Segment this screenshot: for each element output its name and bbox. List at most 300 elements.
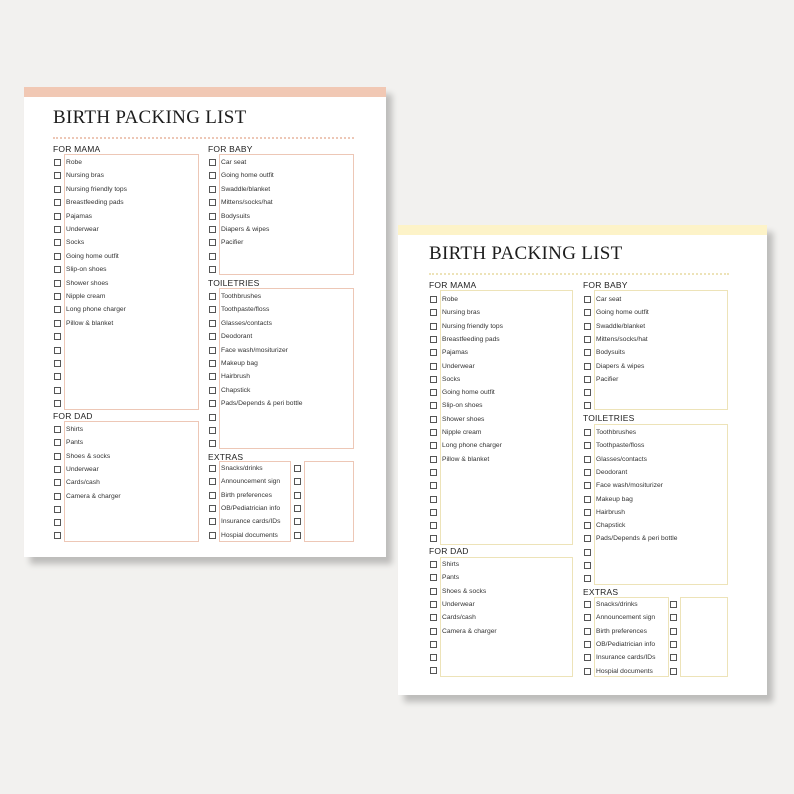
checklist-item[interactable] — [54, 451, 110, 462]
checkbox[interactable] — [430, 363, 437, 370]
checkbox[interactable] — [54, 479, 61, 486]
checklist-item[interactable] — [430, 652, 442, 663]
section-title-extras: EXTRAS — [208, 452, 244, 462]
checklist-item[interactable] — [430, 586, 486, 597]
checkbox[interactable] — [209, 306, 216, 313]
checkbox[interactable] — [430, 614, 437, 621]
checklist-item[interactable] — [584, 666, 653, 677]
checkbox[interactable] — [294, 492, 301, 499]
checklist-item[interactable] — [584, 387, 596, 398]
checkbox[interactable] — [54, 213, 61, 220]
checklist-item-label: Slip-on shoes — [442, 402, 483, 410]
checklist-item[interactable] — [294, 530, 306, 541]
checkbox[interactable] — [54, 493, 61, 500]
checklist-item[interactable] — [670, 666, 682, 677]
checklist-item-label: Diapers & wipes — [596, 362, 645, 370]
checkbox[interactable] — [54, 453, 61, 460]
section-box-extras-blank — [304, 461, 354, 542]
checkbox[interactable] — [430, 402, 437, 409]
checklist-item[interactable] — [54, 398, 66, 409]
checklist-item[interactable] — [430, 599, 475, 610]
checkbox[interactable] — [54, 506, 61, 513]
checkbox[interactable] — [584, 376, 591, 383]
checkbox[interactable] — [430, 309, 437, 316]
checklist-item[interactable] — [430, 559, 459, 570]
checkbox[interactable] — [430, 429, 437, 436]
checkbox[interactable] — [209, 266, 216, 273]
checklist-item[interactable] — [54, 345, 66, 356]
checklist-item[interactable] — [54, 197, 124, 208]
checklist-item-label: Mittens/socks/hat — [221, 199, 273, 207]
checkbox[interactable] — [584, 654, 591, 661]
checkbox[interactable] — [209, 347, 216, 354]
checkbox[interactable] — [584, 336, 591, 343]
checkbox[interactable] — [584, 575, 591, 582]
checklist-item[interactable] — [430, 361, 475, 372]
checklist-item[interactable] — [430, 387, 495, 398]
checkbox[interactable] — [294, 465, 301, 472]
checkbox[interactable] — [584, 482, 591, 489]
checklist-item[interactable] — [584, 573, 596, 584]
checklist-item[interactable] — [584, 626, 647, 637]
checklist-item[interactable] — [54, 318, 113, 329]
checkbox[interactable] — [584, 309, 591, 316]
checklist-item[interactable] — [54, 264, 107, 275]
checklist-item[interactable] — [209, 438, 221, 449]
section-box-extras-blank — [680, 597, 728, 677]
section-title-extras: EXTRAS — [583, 587, 619, 597]
section-title-toiletries: TOILETRIES — [208, 278, 260, 288]
checklist-item[interactable] — [54, 291, 105, 302]
checklist-item[interactable] — [584, 307, 649, 318]
checkbox[interactable] — [430, 442, 437, 449]
checklist-item[interactable] — [54, 504, 66, 515]
checklist-item-label: Bodysuits — [221, 212, 250, 220]
checklist-item[interactable] — [584, 533, 677, 544]
checklist-item[interactable] — [584, 520, 625, 531]
checklist-item[interactable] — [294, 503, 306, 514]
checkbox[interactable] — [430, 522, 437, 529]
checkbox[interactable] — [430, 416, 437, 423]
checklist-item-label: Nipple cream — [66, 293, 106, 300]
checklist-item[interactable] — [430, 334, 500, 345]
checkbox[interactable] — [209, 320, 216, 327]
checklist-item[interactable] — [209, 237, 243, 248]
checklist-item[interactable] — [430, 533, 442, 544]
checkbox[interactable] — [209, 440, 216, 447]
checklist-item-label: Glasses/contacts — [596, 455, 647, 463]
checklist-item[interactable] — [584, 467, 627, 478]
checklist-item[interactable] — [430, 507, 442, 518]
title-divider — [429, 273, 729, 275]
checklist-item-label: Car seat — [221, 159, 247, 166]
checkbox[interactable] — [430, 456, 437, 463]
checklist-item[interactable] — [584, 480, 663, 491]
checkbox[interactable] — [584, 535, 591, 542]
checkbox[interactable] — [430, 561, 437, 568]
checklist-item[interactable] — [209, 516, 280, 527]
checkbox[interactable] — [209, 427, 216, 434]
checkbox[interactable] — [209, 492, 216, 499]
checkbox[interactable] — [54, 532, 61, 539]
checklist-item[interactable] — [54, 224, 99, 235]
checklist-item[interactable] — [430, 307, 480, 318]
checklist-item[interactable] — [209, 291, 261, 302]
checkbox[interactable] — [54, 253, 61, 260]
packing-list-sheet-right — [398, 225, 767, 695]
checklist-item[interactable] — [584, 321, 645, 332]
checklist-item-label: Nursing friendly tops — [66, 185, 127, 193]
title-divider — [53, 137, 354, 139]
checklist-item[interactable] — [54, 251, 119, 262]
checkbox[interactable] — [54, 226, 61, 233]
checklist-item[interactable] — [54, 184, 127, 195]
checkbox[interactable] — [430, 654, 437, 661]
checkbox[interactable] — [209, 172, 216, 179]
checklist-item[interactable] — [209, 318, 272, 329]
checkbox[interactable] — [430, 641, 437, 648]
checkbox[interactable] — [54, 306, 61, 313]
checkbox[interactable] — [54, 400, 61, 407]
checklist-item[interactable] — [54, 211, 92, 222]
checkbox[interactable] — [584, 614, 591, 621]
checkbox[interactable] — [584, 456, 591, 463]
checklist-item[interactable] — [209, 476, 280, 487]
section-title-for-baby: FOR BABY — [583, 280, 628, 290]
checklist-item[interactable] — [584, 652, 655, 663]
checklist-item[interactable] — [584, 599, 638, 610]
checkbox[interactable] — [584, 469, 591, 476]
checkbox[interactable] — [584, 601, 591, 608]
checklist-item[interactable] — [584, 440, 644, 451]
checklist-item[interactable] — [54, 437, 83, 448]
checkbox[interactable] — [430, 482, 437, 489]
checkbox[interactable] — [54, 333, 61, 340]
checkbox[interactable] — [209, 186, 216, 193]
checklist-item-label: Cards/cash — [66, 479, 100, 487]
checkbox[interactable] — [54, 373, 61, 380]
checklist-item[interactable] — [430, 400, 483, 411]
checklist-item[interactable] — [209, 358, 258, 369]
checkbox[interactable] — [294, 478, 301, 485]
checklist-item-label: Swaddle/blanket — [221, 185, 271, 193]
checklist-item[interactable] — [209, 463, 263, 474]
checklist-item-label: OB/Pediatrician info — [221, 504, 281, 512]
section-title-for-dad: FOR DAD — [53, 411, 93, 421]
checklist-item-label: Toothpaste/floss — [596, 442, 645, 450]
checkbox[interactable] — [209, 293, 216, 300]
checklist-item[interactable] — [54, 530, 66, 541]
checkbox[interactable] — [209, 226, 216, 233]
checklist-item[interactable] — [430, 612, 476, 623]
checklist-item-label: Pillow & blanket — [442, 455, 490, 463]
checkbox[interactable] — [54, 360, 61, 367]
checklist-item-label: Socks — [66, 239, 85, 247]
checkbox[interactable] — [54, 172, 61, 179]
checkbox[interactable] — [209, 518, 216, 525]
checkbox[interactable] — [209, 253, 216, 260]
checkbox[interactable] — [54, 439, 61, 446]
checklist-item-label: Toothbrushes — [221, 293, 262, 300]
checkbox[interactable] — [670, 601, 677, 608]
checkbox[interactable] — [54, 280, 61, 287]
checklist-item[interactable] — [430, 467, 442, 478]
checklist-item[interactable] — [54, 358, 66, 369]
checkbox[interactable] — [430, 588, 437, 595]
checkbox[interactable] — [430, 628, 437, 635]
checklist-item[interactable] — [430, 414, 484, 425]
checklist-item[interactable] — [430, 374, 460, 385]
checkbox[interactable] — [209, 373, 216, 380]
checklist-item[interactable] — [54, 157, 82, 168]
checklist-item[interactable] — [430, 427, 481, 438]
checkbox[interactable] — [430, 667, 437, 674]
checklist-item[interactable] — [209, 170, 274, 181]
checklist-item[interactable] — [54, 170, 104, 181]
checkbox[interactable] — [430, 376, 437, 383]
checklist-item[interactable] — [54, 304, 126, 315]
checklist-item[interactable] — [209, 398, 302, 409]
checklist-item[interactable] — [584, 400, 596, 411]
checklist-item[interactable] — [430, 440, 502, 451]
checklist-item[interactable] — [209, 331, 252, 342]
checklist-item-label: Swaddle/blanket — [596, 322, 646, 330]
checkbox[interactable] — [54, 466, 61, 473]
checkbox[interactable] — [54, 159, 61, 166]
checklist-item[interactable] — [670, 599, 682, 610]
checklist-item[interactable] — [209, 197, 273, 208]
checklist-item-label: Nursing friendly tops — [442, 322, 503, 330]
checklist-item[interactable] — [294, 490, 306, 501]
checkbox[interactable] — [430, 336, 437, 343]
checklist-item[interactable] — [430, 572, 459, 583]
checklist-item[interactable] — [430, 520, 442, 531]
checklist-item[interactable] — [209, 425, 221, 436]
checklist-item[interactable] — [430, 665, 442, 676]
checklist-item[interactable] — [430, 626, 497, 637]
checklist-item[interactable] — [209, 211, 250, 222]
checklist-item-label: Mittens/socks/hat — [596, 335, 648, 343]
checkbox[interactable] — [584, 296, 591, 303]
checklist-item-label: Long phone charger — [66, 306, 126, 314]
checklist-item-label: OB/Pediatrician info — [596, 640, 656, 648]
checkbox[interactable] — [294, 518, 301, 525]
checklist-item[interactable] — [670, 639, 682, 650]
checkbox[interactable] — [430, 509, 437, 516]
checklist-item[interactable] — [584, 334, 648, 345]
checklist-item[interactable] — [430, 294, 458, 305]
checklist-item[interactable] — [430, 454, 489, 465]
checkbox[interactable] — [209, 333, 216, 340]
checkbox[interactable] — [294, 532, 301, 539]
checklist-item-label: Toothbrushes — [596, 429, 637, 436]
checkbox[interactable] — [209, 159, 216, 166]
checklist-item[interactable] — [430, 347, 468, 358]
checkbox[interactable] — [584, 496, 591, 503]
checklist-item-label: Insurance cards/IDs — [221, 518, 281, 526]
checklist-item[interactable] — [54, 385, 66, 396]
checkbox[interactable] — [430, 574, 437, 581]
checkbox[interactable] — [54, 320, 61, 327]
checklist-item[interactable] — [430, 639, 442, 650]
checkbox[interactable] — [430, 389, 437, 396]
checklist-item-label: Face wash/mositurizer — [596, 482, 663, 490]
checkbox[interactable] — [430, 496, 437, 503]
checkbox[interactable] — [430, 535, 437, 542]
checkbox[interactable] — [430, 296, 437, 303]
section-title-for-baby: FOR BABY — [208, 144, 253, 154]
checklist-item[interactable] — [54, 331, 66, 342]
checkbox[interactable] — [54, 293, 61, 300]
checkbox[interactable] — [670, 614, 677, 621]
checklist-item[interactable] — [584, 454, 647, 465]
checklist-item[interactable] — [209, 371, 250, 382]
checklist-item[interactable] — [209, 345, 288, 356]
checklist-item[interactable] — [584, 639, 655, 650]
checklist-item-label: Breastfeeding pads — [442, 335, 500, 343]
checkbox[interactable] — [670, 668, 677, 675]
checklist-item[interactable] — [54, 237, 84, 248]
checkbox[interactable] — [430, 323, 437, 330]
checklist-item[interactable] — [54, 464, 99, 475]
checkbox[interactable] — [209, 505, 216, 512]
checkbox[interactable] — [584, 349, 591, 356]
checklist-item[interactable] — [430, 494, 442, 505]
checklist-item-label: Pacifier — [221, 239, 244, 247]
checkbox[interactable] — [209, 478, 216, 485]
checklist-item[interactable] — [209, 304, 269, 315]
checkbox[interactable] — [430, 601, 437, 608]
checkbox[interactable] — [584, 363, 591, 370]
checklist-item-label: Hairbrush — [596, 508, 625, 516]
checkbox[interactable] — [54, 347, 61, 354]
checklist-item-label: Makeup bag — [596, 495, 633, 503]
checklist-item[interactable] — [54, 424, 83, 435]
checkbox[interactable] — [584, 562, 591, 569]
sheet-title: BIRTH PACKING LIST — [53, 107, 247, 128]
checkbox[interactable] — [670, 654, 677, 661]
checkbox[interactable] — [584, 668, 591, 675]
checklist-item[interactable] — [209, 224, 269, 235]
checkbox[interactable] — [54, 199, 61, 206]
checklist-item[interactable] — [670, 612, 682, 623]
checklist-item[interactable] — [584, 361, 644, 372]
sheet-title: BIRTH PACKING LIST — [429, 243, 623, 264]
checkbox[interactable] — [54, 186, 61, 193]
checkbox[interactable] — [584, 522, 591, 529]
checkbox[interactable] — [54, 519, 61, 526]
checklist-item[interactable] — [54, 371, 66, 382]
checklist-item[interactable] — [584, 560, 596, 571]
checkbox[interactable] — [670, 628, 677, 635]
checklist-item[interactable] — [584, 507, 625, 518]
checklist-item-label: Going home outfit — [596, 309, 649, 317]
checklist-item-label: Camera & charger — [66, 492, 121, 500]
checkbox[interactable] — [209, 400, 216, 407]
checkbox[interactable] — [209, 360, 216, 367]
checkbox[interactable] — [54, 266, 61, 273]
sheet-accent-band — [398, 225, 767, 235]
checklist-item-label: Hospial documents — [221, 531, 278, 539]
sheet-accent-band — [24, 87, 386, 97]
checklist-item-label: Pajamas — [442, 349, 469, 357]
checkbox[interactable] — [584, 509, 591, 516]
checklist-item[interactable] — [584, 494, 633, 505]
checklist-item[interactable] — [54, 517, 66, 528]
checklist-item[interactable] — [584, 347, 625, 358]
checklist-item-label: Shower shoes — [442, 415, 485, 423]
checklist-item-label: Pants — [442, 574, 460, 582]
checklist-item[interactable] — [670, 652, 682, 663]
checkbox[interactable] — [584, 389, 591, 396]
checkbox[interactable] — [584, 442, 591, 449]
checklist-item-label: Announcement sign — [221, 478, 281, 486]
checklist-item[interactable] — [584, 374, 618, 385]
checklist-item[interactable] — [209, 490, 272, 501]
checklist-item[interactable] — [54, 477, 100, 488]
checkbox[interactable] — [209, 387, 216, 394]
checklist-item[interactable] — [584, 294, 621, 305]
checklist-item[interactable] — [584, 547, 596, 558]
checkbox[interactable] — [584, 628, 591, 635]
checklist-item[interactable] — [209, 251, 221, 262]
checkbox[interactable] — [670, 641, 677, 648]
checkbox[interactable] — [54, 387, 61, 394]
checkbox[interactable] — [430, 349, 437, 356]
checklist-item[interactable] — [294, 516, 306, 527]
checkbox[interactable] — [54, 239, 61, 246]
checklist-item[interactable] — [209, 264, 221, 275]
checklist-item[interactable] — [54, 491, 121, 502]
checkbox[interactable] — [54, 426, 61, 433]
checklist-item[interactable] — [209, 157, 246, 168]
checklist-item[interactable] — [209, 530, 278, 541]
checklist-item-label: Hairbrush — [221, 373, 250, 381]
checkbox[interactable] — [294, 505, 301, 512]
checklist-item[interactable] — [209, 385, 250, 396]
checklist-item[interactable] — [209, 412, 221, 423]
checkbox[interactable] — [584, 429, 591, 436]
checklist-item-label: Nursing bras — [66, 172, 104, 180]
checkbox[interactable] — [584, 641, 591, 648]
checkbox[interactable] — [584, 549, 591, 556]
checklist-item[interactable] — [294, 463, 306, 474]
checklist-item[interactable] — [584, 612, 655, 623]
checklist-item[interactable] — [209, 184, 270, 195]
checklist-item-label: Snacks/drinks — [596, 601, 638, 608]
section-title-for-mama: FOR MAMA — [53, 144, 101, 154]
section-title-for-mama: FOR MAMA — [429, 280, 477, 290]
checklist-item[interactable] — [209, 503, 280, 514]
checklist-item[interactable] — [294, 476, 306, 487]
checklist-item[interactable] — [670, 626, 682, 637]
checkbox[interactable] — [430, 469, 437, 476]
checkbox[interactable] — [209, 213, 216, 220]
checkbox[interactable] — [209, 239, 216, 246]
checkbox[interactable] — [209, 414, 216, 421]
checklist-item[interactable] — [430, 321, 503, 332]
checklist-item[interactable] — [54, 278, 108, 289]
checkbox[interactable] — [209, 465, 216, 472]
checkbox[interactable] — [209, 199, 216, 206]
checklist-item-label: Robe — [442, 296, 458, 303]
checkbox[interactable] — [584, 323, 591, 330]
checklist-item-label: Car seat — [596, 296, 622, 303]
checkbox[interactable] — [209, 532, 216, 539]
checklist-item[interactable] — [430, 480, 442, 491]
checkbox[interactable] — [584, 402, 591, 409]
checklist-item[interactable] — [584, 427, 636, 438]
